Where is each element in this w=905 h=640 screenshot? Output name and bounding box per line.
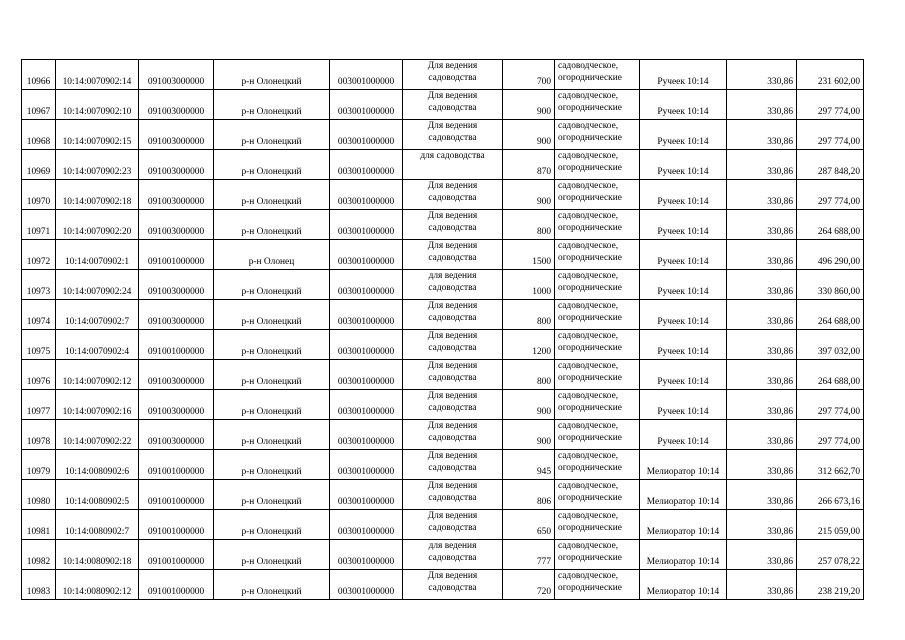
land-type: садоводческое, огороднические [555,390,640,420]
specific-value: 330,86 [727,180,797,210]
category-code: 003001000000 [330,300,403,330]
permitted-use: Для ведения садоводства [403,180,503,210]
cadastral-value: 257 078,22 [797,540,864,570]
specific-value: 330,86 [727,300,797,330]
area-value: 900 [503,120,555,150]
table-row [22,390,864,420]
okato-code: 091003000000 [139,300,214,330]
category-code: 003001000000 [330,480,403,510]
area-value: 900 [503,180,555,210]
table-row [22,360,864,390]
district-name: р-н Олонецкий [214,390,330,420]
cadastral-number: 10:14:0070902:1 [56,240,139,270]
okato-code: 091003000000 [139,420,214,450]
table-row [22,270,864,300]
okato-code: 091003000000 [139,90,214,120]
okato-code: 091001000000 [139,330,214,360]
category-code: 003001000000 [330,270,403,300]
cadastral-number: 10:14:0080902:7 [56,510,139,540]
cadastral-value: 297 774,00 [797,120,864,150]
record-number: 10983 [22,570,56,600]
permitted-use: Для ведения садоводства [403,570,503,600]
district-name: р-н Олонецкий [214,120,330,150]
table-row [22,90,864,120]
district-name: р-н Олонецкий [214,90,330,120]
specific-value: 330,86 [727,120,797,150]
category-code: 003001000000 [330,120,403,150]
permitted-use: Для ведения садоводства [403,90,503,120]
land-type: садоводческое, огороднические [555,90,640,120]
land-type: садоводческое, огороднические [555,240,640,270]
permitted-use: Для ведения садоводства [403,330,503,360]
area-value: 900 [503,420,555,450]
cadastral-value: 297 774,00 [797,390,864,420]
okato-code: 091001000000 [139,480,214,510]
specific-value: 330,86 [727,360,797,390]
district-name: р-н Олонецкий [214,450,330,480]
record-number: 10981 [22,510,56,540]
cadastral-number: 10:14:0070902:16 [56,390,139,420]
cadastral-number: 10:14:0070902:18 [56,180,139,210]
permitted-use: Для ведения садоводства [403,510,503,540]
land-type: садоводческое, огороднические [555,300,640,330]
record-number: 10975 [22,330,56,360]
area-value: 720 [503,570,555,600]
table-row [22,330,864,360]
location-name: Мелиоратор 10:14 [640,540,727,570]
permitted-use: Для ведения садоводства [403,120,503,150]
category-code: 003001000000 [330,60,403,90]
location-name: Мелиоратор 10:14 [640,510,727,540]
record-number: 10972 [22,240,56,270]
okato-code: 091003000000 [139,150,214,180]
cadastral-value: 287 848,20 [797,150,864,180]
cadastral-value: 231 602,00 [797,60,864,90]
record-number: 10980 [22,480,56,510]
location-name: Ручеек 10:14 [640,300,727,330]
location-name: Ручеек 10:14 [640,210,727,240]
location-name: Ручеек 10:14 [640,390,727,420]
specific-value: 330,86 [727,450,797,480]
cadastral-value: 238 219,20 [797,570,864,600]
area-value: 800 [503,210,555,240]
location-name: Мелиоратор 10:14 [640,480,727,510]
category-code: 003001000000 [330,150,403,180]
location-name: Ручеек 10:14 [640,90,727,120]
area-value: 945 [503,450,555,480]
area-value: 700 [503,60,555,90]
cadastral-number: 10:14:0070902:15 [56,120,139,150]
cadastral-number: 10:14:0070902:7 [56,300,139,330]
cadastral-number: 10:14:0070902:4 [56,330,139,360]
permitted-use: Для ведения садоводства [403,60,503,90]
table-row [22,120,864,150]
specific-value: 330,86 [727,420,797,450]
cadastral-value: 297 774,00 [797,90,864,120]
table-row [22,540,864,570]
land-type: садоводческое, огороднические [555,480,640,510]
category-code: 003001000000 [330,420,403,450]
permitted-use: Для ведения садоводства [403,210,503,240]
cadastral-number: 10:14:0070902:22 [56,420,139,450]
specific-value: 330,86 [727,150,797,180]
okato-code: 091001000000 [139,540,214,570]
location-name: Ручеек 10:14 [640,270,727,300]
table-row [22,300,864,330]
area-value: 1500 [503,240,555,270]
cadastral-value: 264 688,00 [797,210,864,240]
district-name: р-н Олонецкий [214,180,330,210]
category-code: 003001000000 [330,180,403,210]
okato-code: 091003000000 [139,210,214,240]
district-name: р-н Олонецкий [214,420,330,450]
district-name: р-н Олонецкий [214,360,330,390]
area-value: 777 [503,540,555,570]
specific-value: 330,86 [727,570,797,600]
record-number: 10978 [22,420,56,450]
specific-value: 330,86 [727,390,797,420]
category-code: 003001000000 [330,240,403,270]
area-value: 900 [503,390,555,420]
cadastral-value: 312 662,70 [797,450,864,480]
category-code: 003001000000 [330,510,403,540]
table-row [22,240,864,270]
location-name: Ручеек 10:14 [640,60,727,90]
land-type: садоводческое, огороднические [555,420,640,450]
area-value: 1200 [503,330,555,360]
land-type: садоводческое, огороднические [555,270,640,300]
area-value: 870 [503,150,555,180]
land-type: садоводческое, огороднические [555,330,640,360]
land-type: садоводческое, огороднические [555,510,640,540]
record-number: 10969 [22,150,56,180]
location-name: Ручеек 10:14 [640,180,727,210]
area-value: 900 [503,90,555,120]
land-type: садоводческое, огороднические [555,570,640,600]
specific-value: 330,86 [727,270,797,300]
permitted-use: Для ведения садоводства [403,450,503,480]
location-name: Ручеек 10:14 [640,150,727,180]
district-name: р-н Олонецкий [214,210,330,240]
location-name: Мелиоратор 10:14 [640,450,727,480]
location-name: Ручеек 10:14 [640,240,727,270]
land-type: садоводческое, огороднические [555,360,640,390]
record-number: 10974 [22,300,56,330]
table-row [22,450,864,480]
okato-code: 091001000000 [139,570,214,600]
category-code: 003001000000 [330,360,403,390]
district-name: р-н Олонец [214,240,330,270]
specific-value: 330,86 [727,240,797,270]
category-code: 003001000000 [330,210,403,240]
permitted-use: для садоводства [403,150,503,180]
specific-value: 330,86 [727,480,797,510]
table-row [22,480,864,510]
permitted-use: Для ведения садоводства [403,420,503,450]
record-number: 10970 [22,180,56,210]
record-number: 10966 [22,60,56,90]
specific-value: 330,86 [727,60,797,90]
cadastral-number: 10:14:0080902:6 [56,450,139,480]
specific-value: 330,86 [727,210,797,240]
district-name: р-н Олонецкий [214,540,330,570]
cadastral-value: 496 290,00 [797,240,864,270]
okato-code: 091003000000 [139,390,214,420]
table-row [22,510,864,540]
land-type: садоводческое, огороднические [555,450,640,480]
category-code: 003001000000 [330,390,403,420]
category-code: 003001000000 [330,540,403,570]
specific-value: 330,86 [727,90,797,120]
district-name: р-н Олонецкий [214,60,330,90]
cadastral-value: 297 774,00 [797,180,864,210]
okato-code: 091003000000 [139,60,214,90]
table-row [22,570,864,600]
permitted-use: для ведения садоводства [403,540,503,570]
district-name: р-н Олонецкий [214,570,330,600]
record-number: 10979 [22,450,56,480]
permitted-use: Для ведения садоводства [403,360,503,390]
permitted-use: для ведения садоводства [403,270,503,300]
cadastral-number: 10:14:0080902:18 [56,540,139,570]
category-code: 003001000000 [330,330,403,360]
record-number: 10977 [22,390,56,420]
record-number: 10971 [22,210,56,240]
okato-code: 091003000000 [139,180,214,210]
table-row [22,60,864,90]
land-type: садоводческое, огороднические [555,180,640,210]
land-type: садоводческое, огороднические [555,120,640,150]
cadastral-value: 264 688,00 [797,360,864,390]
district-name: р-н Олонецкий [214,330,330,360]
table-row [22,210,864,240]
cadastral-value: 330 860,00 [797,270,864,300]
okato-code: 091003000000 [139,360,214,390]
land-type: садоводческое, огороднические [555,540,640,570]
okato-code: 091003000000 [139,270,214,300]
specific-value: 330,86 [727,330,797,360]
cadastral-value: 215 059,00 [797,510,864,540]
cadastral-value: 266 673,16 [797,480,864,510]
record-number: 10967 [22,90,56,120]
table-body [22,60,864,600]
category-code: 003001000000 [330,570,403,600]
cadastral-number: 10:14:0070902:10 [56,90,139,120]
category-code: 003001000000 [330,90,403,120]
category-code: 003001000000 [330,450,403,480]
land-type: садоводческое, огороднические [555,60,640,90]
cadastral-value: 397 032,00 [797,330,864,360]
location-name: Ручеек 10:14 [640,420,727,450]
table-row [22,150,864,180]
cadastral-number: 10:14:0080902:5 [56,480,139,510]
area-value: 650 [503,510,555,540]
table-row [22,180,864,210]
area-value: 800 [503,360,555,390]
cadastral-number: 10:14:0070902:12 [56,360,139,390]
table-row [22,420,864,450]
cadastral-value: 264 688,00 [797,300,864,330]
district-name: р-н Олонецкий [214,270,330,300]
record-number: 10982 [22,540,56,570]
location-name: Ручеек 10:14 [640,330,727,360]
cadastral-number: 10:14:0070902:20 [56,210,139,240]
land-type: садоводческое, огороднические [555,210,640,240]
okato-code: 091001000000 [139,510,214,540]
specific-value: 330,86 [727,540,797,570]
cadastral-value: 297 774,00 [797,420,864,450]
location-name: Ручеек 10:14 [640,120,727,150]
location-name: Мелиоратор 10:14 [640,570,727,600]
record-number: 10968 [22,120,56,150]
area-value: 806 [503,480,555,510]
location-name: Ручеек 10:14 [640,360,727,390]
record-number: 10976 [22,360,56,390]
cadastral-number: 10:14:0070902:23 [56,150,139,180]
permitted-use: Для ведения садоводства [403,300,503,330]
cadastral-number: 10:14:0080902:12 [56,570,139,600]
okato-code: 091001000000 [139,240,214,270]
permitted-use: Для ведения садоводства [403,390,503,420]
land-type: садоводческое, огороднические [555,150,640,180]
okato-code: 091001000000 [139,450,214,480]
permitted-use: Для ведения садоводства [403,240,503,270]
area-value: 800 [503,300,555,330]
record-number: 10973 [22,270,56,300]
cadastral-number: 10:14:0070902:24 [56,270,139,300]
area-value: 1000 [503,270,555,300]
district-name: р-н Олонецкий [214,510,330,540]
cadastral-number: 10:14:0070902:14 [56,60,139,90]
district-name: р-н Олонецкий [214,300,330,330]
district-name: р-н Олонецкий [214,150,330,180]
permitted-use: Для ведения садоводства [403,480,503,510]
district-name: р-н Олонецкий [214,480,330,510]
land-plots-table [21,59,864,600]
specific-value: 330,86 [727,510,797,540]
okato-code: 091003000000 [139,120,214,150]
